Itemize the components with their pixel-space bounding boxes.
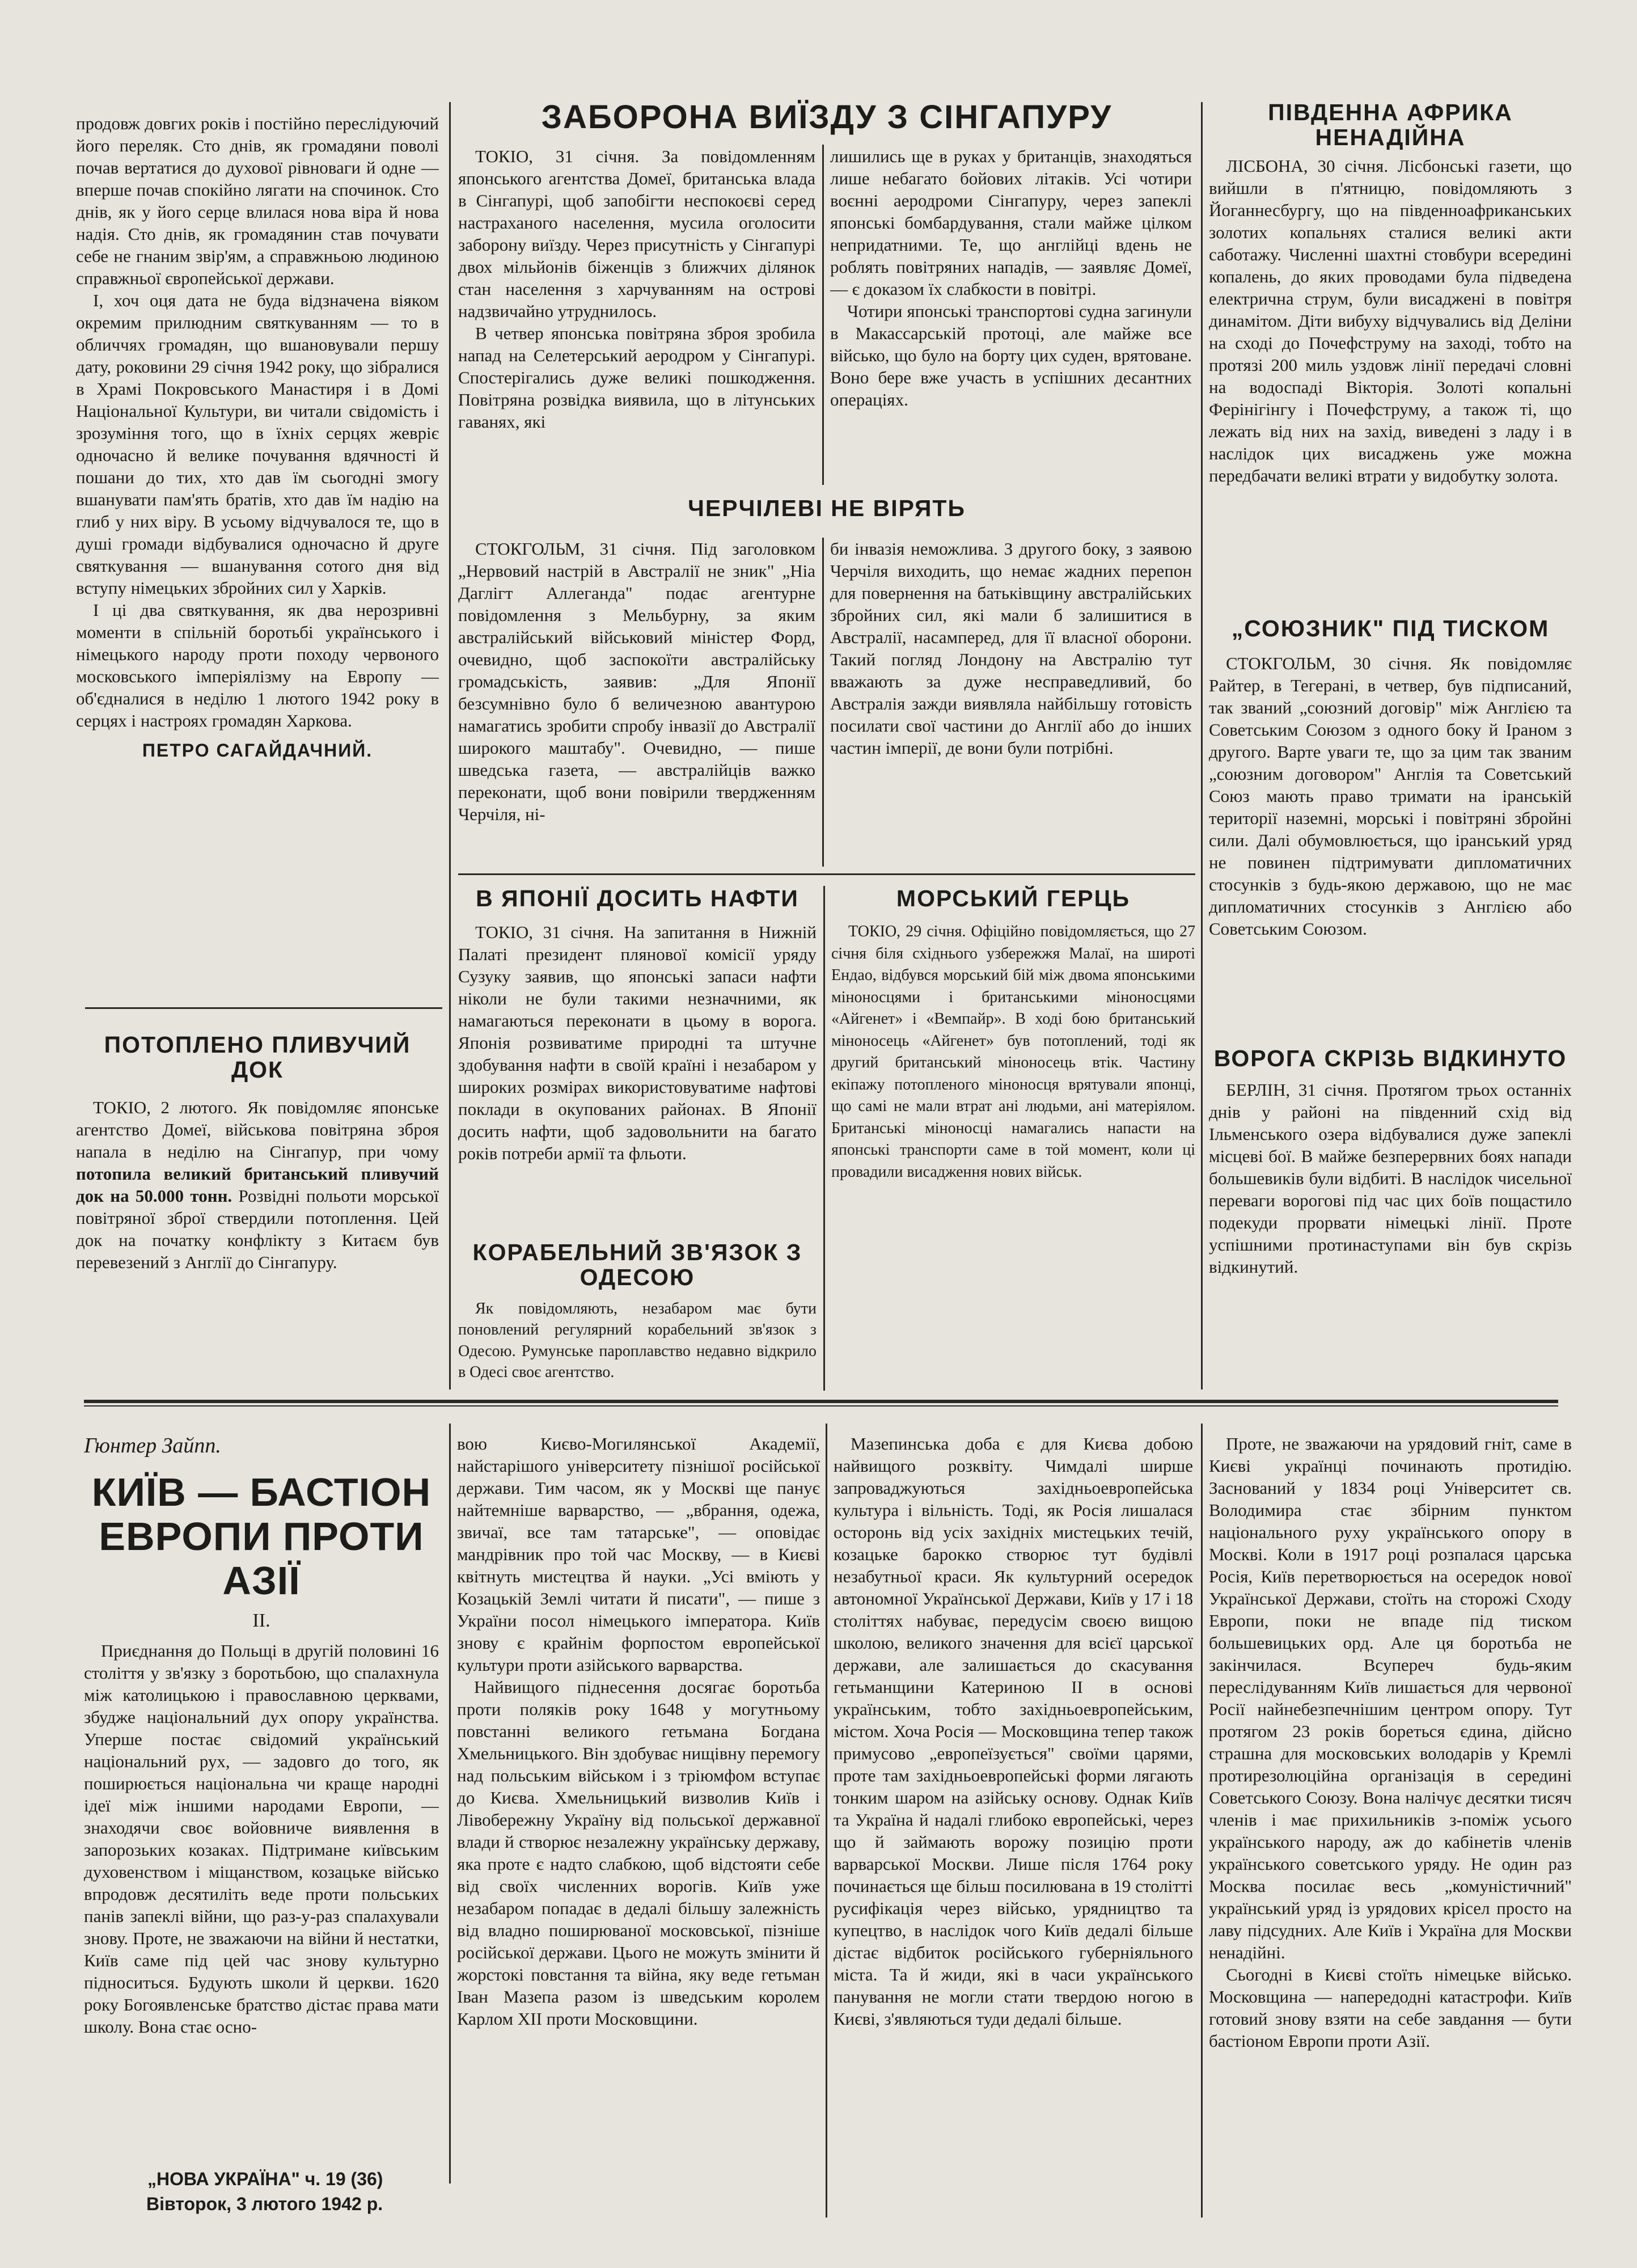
- ship-text: Як повідомляють, незабаром має бути поновлений регулярний корабельний зв'язок з Одесою. Румунське пароплавство недавно відкрило в Одесі своє агентство.: [458, 1299, 817, 1382]
- article-continuation-p2: І, хоч оця дата не буда відзначена віяком окремим прилюдним святкуванням — то в обличчях громадян, що вшановували першу дату, роковини 29 січня 1942 року, що зібралися в Храмі Покровського Манастиря і в Домі Національної Культури, ви читали свідомість і зрозуміння того, що в їхніх серцях жевріє одночасно й велике почування вдячності й пошани до тих, хто дав їм сьогодні змогу вшанувати пам'ять братів, хто дав їм надію на глиб у них віру. В усьому відчувалося те, що в душі громади відбувалися одночасно й друге святкування — вшанування сотого дня від вступу німецьких збройних сил у Харків.: [76, 290, 439, 598]
- article-title: „СОЮЗНИК" ПІД ТИСКОМ: [1231, 616, 1550, 641]
- article-continuation-p1: продовж довгих років і постійно переслідуючий його переляк. Сто днів, як громадяни поволі почав вертатися до духової рівноваги й одне — вперше почав спокійно лягати на спочинок. Сто днів, як у його серце влилася нова віра й нова надія. Сто днів, як громадянин став почувати себе не гнаним звір'ям, а справжньою людиною справжньої європейської держави.: [76, 113, 439, 288]
- article-part: II.: [252, 1610, 270, 1631]
- oil-text: ТОКІО, 31 січня. На запитання в Нижній Палаті президент плянової комісії уряду Сузуку заявив, що японські запаси нафти ніколи не були такими незначними, як намагаються переконати в цьому в ворога. Японія розвиватиме природні та штучне здобування нафти в своїй країні і незабаром у широких розмірах використовуватиме нафтові поклади в окупованих районах. В Японії досить нафти, щоб задовольнити на багато років потреби армії та фльоти.: [458, 922, 817, 1164]
- divider: [85, 1007, 442, 1009]
- article-kyiv-col2: [457, 1433, 820, 2249]
- article-kyiv-col3: [834, 1433, 1193, 2249]
- article-oil: [458, 886, 817, 1238]
- article-title: ПІВДЕННА АФРИКА НЕНАДІЙНА: [1268, 100, 1513, 151]
- kyiv-text-c2b: Найвищого піднесення досягає боротьба проти поляків року 1648 у могутньому повстанні великого гетьмана Богдана Хмельницького. Він здобуває нищівну перемогу над польським військом і з тріюмфом вступає до Києва. Хмельницький визволив Київ і Лівобережну Україну від польської державної влади й створює незалежну українську державу, яка проте є надто слабкою, щоб відстояти себе від своїх численних ворогів. Київ уже незабаром попадає в дедалі більшу залежність від владно поширюваної московської, пізніше російської держави. Цього не можуть змінити й жорстокі повстання та війна, яку веде гетьман Іван Мазепа разом із шведським королем Карлом XII проти Московщини.: [457, 1677, 820, 2029]
- article-title: МОРСЬКИЙ ГЕРЦЬ: [896, 886, 1131, 911]
- article-text-1: ТОКІО, 2 лютого. Як повідомляє японське агентство Домеї, військова повітряна зброя напала в неділю на Сінгапур, при чому: [76, 1097, 439, 1162]
- article-floating-dock: [76, 1032, 439, 1395]
- divider: [458, 873, 1195, 875]
- kyiv-text-c3: Мазепинська доба є для Києва добою найвищого розквіту. Чимдалі ширше запроваджуються західньоевропейська культура і вільність. Тоді, як Росія лишалася осторонь від усіх західніх мистецьких течій, козацьке барокко створює тут будівлі незабутньої краси. Як культурний осередок автономної Української Держави, Київ у 17 і 18 століттях набуває, передусім своєю вищою школою, великого значення для всієї царської держави, але залишається до скасування гетьманщини Катериною II в основі українським, тобто західньоевропейським, містом. Хоча Росія — Московщина тепер також примусово „европеїзується" своїми царями, проте там західньоевропейські форми лягають тонким шаром на азійську основу. Однак Київ та Україна й надалі глибоко европейські, через що й займають ворожу позицію проти варварської Москви. Лише після 1764 року починається ще більш посилювана в 19 столітті русифікація через військо, урядництво та купецтво, в наслідок чого Київ дедалі більше дістає відбиток російського губерніяльного міста. Та й жиди, які в часи українського панування не могли стати твердою ногою в Києві, з'являються туди дедалі більше.: [834, 1434, 1193, 2029]
- article-title: КОРАБЕЛЬНИЙ ЗВ'ЯЗОК З ОДЕСОЮ: [472, 1240, 802, 1291]
- article-text-2: Розвідні польоти морської повітряної зброї ствердили потоплення. Цей док на початку конфлікту з Китаєм був перевезений з Англії до Сінгапуру.: [76, 1185, 439, 1272]
- article-author: Гюнтер Зайпп.: [84, 1434, 221, 1458]
- singapore-text-b1: лишились ще в руках у британців, знаходяться лише небагато бойових літаків. Усі чотири воєнні аеродроми Сінгапуру, через запеклі японські бомбардування, стали майже цілком непридатними. Те, що англійці вдень не роблять повітряних нападів, — заявляє Домеї, — є доказом їх слабкости в повітрі.: [830, 146, 1192, 299]
- article-singapore: [458, 100, 1195, 491]
- article-text-bold: потопила великий британський пливучий док на 50.000 тонн.: [76, 1163, 439, 1206]
- sea-text: ТОКІО, 29 січня. Офіційно повідомляється, що 27 січня біля східнього узбережжя Малаї, на широті Ендао, відбувся морський бій між двома японськими міноносцями і британськими міноносцями «Айгенет» і «Вемпайр». В ході бою британський міноносець «Айгенет» був потоплений, тоді як другий британський міноносець втік. Частину екіпажу потопленого міноносця врятували японці, що самі не мали втрат ані людьми, ані матеріялом. Британські міноносці намагались напасти на японські транспорти саме в той момент, коли ці провадили висадження нових військ.: [831, 923, 1195, 1181]
- article-sea-battle: [831, 886, 1195, 1391]
- divider: [449, 1424, 451, 2183]
- page-rule: [84, 1400, 1558, 1403]
- churchill-text-a1: СТОКГОЛЬМ, 31 січня. Під заголовком „Нервовий настрій в Австралії не зник" „Ніа Даглігт Аллеганда" подає агентурне повідомлення з Мельбурну, за яким австралійський військовий міністер Форд, очевидно, щоб заспокоїти австралійську громадськість, заявив: „Для Японії безсумнівно було б величезною авантурою намагатись зробити спробу інвазії до Австралії широкого маштабу". Очевидно, — пише шведська газета, — австралійців важко переконати, щоб вони повірили твердженням Черчіля, ні-: [458, 539, 815, 824]
- article-churchill: [458, 496, 1195, 870]
- enemy-text: БЕРЛІН, 31 січня. Протягом трьох останніх днів у районі на південний схід від Ільменського озера відбувалися дуже запеклі місцеві бої. В майже безперервних боях напади большевиків були відбиті. В наслідок чисельної переваги ворогові під час цих боїв пощастило подекуди прорвати німецькі лінії. Проте успішними протинаступами він був скрізь відкинутий.: [1209, 1080, 1572, 1277]
- article-ship: [458, 1240, 817, 1392]
- footer-date: Вівторок, 3 лютого 1942 р.: [146, 2194, 383, 2214]
- article-kyiv-col4: [1209, 1433, 1572, 2215]
- churchill-text-b1: би інвазія неможлива. З другого боку, з заявою Черчіля виходить, що немає жадних перепон для повернення на батьківщину австралійських збройних сил, які мали б залишитися в Австралії, насамперед, для її власної оборони. Такий погляд Лондону на Австралію тут вважають за дуже несправедливий, бо Австралія зажди виявляла найбільшу готовість посилати свої частини до Англії або до інших частин імперії, де вони були потрібні.: [830, 539, 1192, 758]
- article-signature: ПЕТРО САГАЙДАЧНИЙ.: [142, 740, 373, 761]
- article-title: ПОТОПЛЕНО ПЛИВУЧИЙ ДОК: [104, 1032, 411, 1083]
- footer-issue: „НОВА УКРАЇНА" ч. 19 (36): [147, 2169, 383, 2189]
- article-kyiv-col1: [84, 1433, 439, 2153]
- divider: [1201, 102, 1203, 1389]
- divider: [822, 538, 824, 867]
- article-enemy-repelled: [1209, 1046, 1572, 1392]
- article-title: КИЇВ — БАСТІОН ЕВРОПИ ПРОТИ АЗІЇ: [91, 1470, 432, 1603]
- article-continuation-p3: І ці два святкування, як два нерозривні моменти в спільній боротьбі українського і німецького народу проти походу червоного московського імперіялізму на Европу — об'єдналися в неділю 1 лютого 1942 року в серцях і настроях громадян Харкова.: [76, 600, 439, 730]
- singapore-text-a2: В четвер японська повітряна зброя зробила напад на Селетерський аеродром у Сінгапурі. Спостерігались дуже великі пошкодження. Повітряна розвідка виявила, що в літунських гаванях, які: [458, 323, 815, 432]
- article-title: В ЯПОНІЇ ДОСИТЬ НАФТИ: [476, 886, 799, 911]
- divider: [1201, 1424, 1203, 2218]
- kyiv-text-c4a: Проте, не зважаючи на урядовий гніт, саме в Києві українці починають протидію. Заснований у 1834 році Університет св. Володимира стає збірним пунктом національного руху українського опору в Москві. Коли в 1917 році розпалася царська Росія, Київ перетворюється на осередок нової Української Держави, стоїть на сторожі Сходу Европи, поки не впаде під тиском большевицьких орд. Але ця боротьба не закінчилася. Всупереч будь-яким переслідуванням Київ лишається для червоної Росії найнебезпечнішим центром опору. Тут протягом 23 років бореться єдина, дійсно страшна для московських володарів у Кремлі протирезолюційна організація в середині Советського Союзу. Вона налічує десятки тисяч членів і має прихильників з-поміж усього українського народу, аж до кабінетів членів українського советського уряду. Не один раз Москва посилає весь „комуністичний" український уряд із урядових крісел просто на лаву підсудних. Але Київ і Україна для Москви ненадійні.: [1209, 1434, 1572, 1962]
- page-rule: [84, 1405, 1558, 1407]
- singapore-text-b2: Чотири японські транспортові судна загинули в Макассарській протоці, але майже все військо, що було на борту цих суден, врятоване. Воно бере вже участь в успішних десантних операціях.: [830, 301, 1192, 409]
- divider: [823, 886, 825, 1391]
- kyiv-text-c4b: Сьогодні в Києві стоїть німецьке військо. Московщина — напередодні катастрофи. Київ готовий знову взяти на себе завдання — бути бастіоном Европи проти Азії.: [1209, 1965, 1572, 2051]
- article-body: [76, 1096, 439, 1273]
- divider: [822, 145, 824, 485]
- singapore-text-a1: ТОКІО, 31 січня. За повідомленням японського агентства Домеї, британська влада в Сінгапурі, щоб запобігти неспокоєві серед настраханого населення, мусила оголосити заборону виїзду. Через присутність у Сінгапурі двох мільйонів біженців з ближчих ділянок стан населення з харчуванням на острові надзвичайно утруднилось.: [458, 146, 815, 321]
- article-title: ВОРОГА СКРІЗЬ ВІДКИНУТО: [1213, 1046, 1567, 1071]
- article-ally: [1209, 616, 1572, 1053]
- kyiv-text-c2a: вою Києво-Могилянської Академії, найстарішого університету пізнішої російської держави. Тим часом, як у Москві ще панує найтемніше варварство, — „вбрання, одежа, звичаї, все там татарське", — оповідає мандрівник про той час Москву, — в Києві квітнуть мистецтва й науки. „Усі вміють у Козацькій Землі читати й писати", — пише з України посол німецького імператора. Київ знову є крайнім форпостом европейської культури проти азійського варварства.: [457, 1434, 820, 1675]
- divider: [826, 1424, 827, 2218]
- article-title: ЗАБОРОНА ВИЇЗДУ З СІНГАПУРУ: [541, 100, 1113, 136]
- ally-text: СТОКГОЛЬМ, 30 січня. Як повідомляє Райтер, в Тегерані, в четвер, був підписаний, так званий „союзний договір" між Англією та Советським Союзом з одного боку й Іраном з другого. Варте уваги те, що за цим так званим „союзним договором" Англія та Советський Союз мають право тримати на іранській території наземні, морські і повітряні збройні сили. Далі обумовлюється, що іранський уряд не повинен підтримувати дипломатичних стосунків з будь-якою державою, що не має дипломатичних стосунків з Англією або Советським Союзом.: [1209, 653, 1572, 939]
- article-south-africa: [1209, 100, 1572, 610]
- article-title: ЧЕРЧІЛЕВІ НЕ ВІРЯТЬ: [688, 496, 966, 521]
- divider: [449, 102, 451, 1389]
- africa-text: ЛІСБОНА, 30 січня. Лісбонські газети, що вийшли в п'ятницю, повідомляють з Йоганнесбургу, що на південноафриканських золотих копальнях сталися великі акти саботажу. Численні шахтні стовбури всередині копалень, до яких проводами була підведена електрична струм, були висаджені в повітря динамітом. Діти вибуху відчувались від Деліни на сході до Почефструму на заході, тобто на протязі 200 миль уздовж лінії передачі словні на водоспаді Вікторія. Золоті копальні Ферінігінгу і Почефструму, а також ті, що лежать від них на захід, виведені з ладу і в наслідок цих висаджень уже можна передбачати великі втрати у видобутку золота.: [1209, 155, 1572, 485]
- column-left-top: [76, 112, 439, 986]
- kyiv-text-c1: Приєднання до Польщі в другій половині 16 століття у зв'язку з боротьбою, що спалахнула між католицькою і православною церквами, збудже національний дух опору українства. Уперше постає свідомий український національний рух, — задовго до того, як поширюється національна чи краще народні ідеї між іншими народами Европи, — знаходячи своє войовниче виявлення в запорозьких козаках. Підтримане київським духовенством і міщанством, козацьке військо впродовж десятиліть веде проти польських панів запеклі війни, що раз-у-раз спалахували знову. Проте, не зважаючи на війни й нестатки, Київ саме під цей час знову культурно підноситься. Будують школи й церкви. 1620 року Богоявленське братство дістає права мати школу. Вона стає осно-: [84, 1641, 439, 2037]
